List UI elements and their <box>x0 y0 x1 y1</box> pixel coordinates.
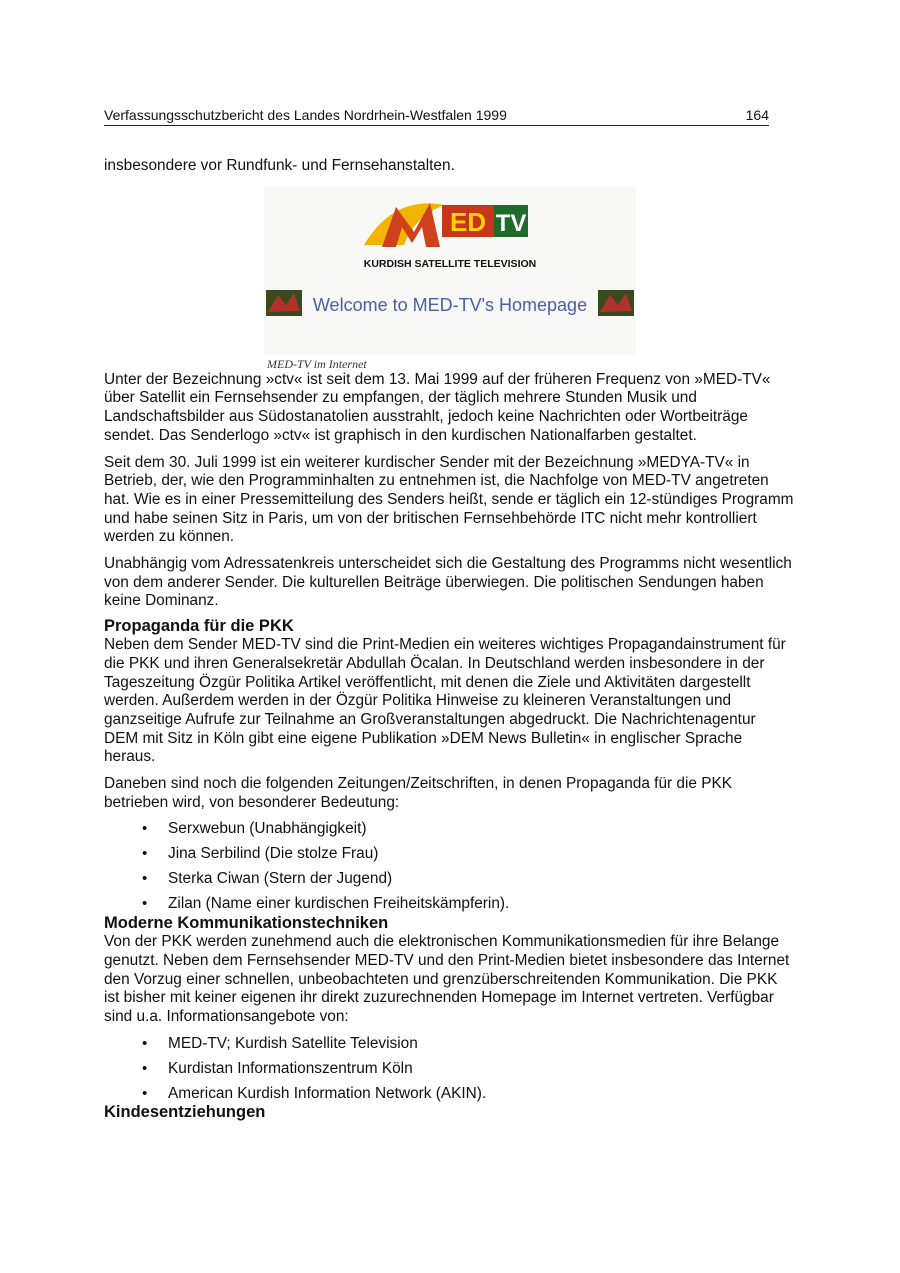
bullet-icon: • <box>142 895 148 913</box>
bullet-icon: • <box>142 1034 148 1052</box>
logo-ed-text: ED <box>449 206 487 237</box>
logo-subtitle: KURDISH SATELLITE TELEVISION <box>363 257 537 270</box>
page-number: 164 <box>745 107 769 123</box>
list-item: • MED-TV; Kurdish Satellite Television <box>142 1034 418 1052</box>
header-title: Verfassungsschutzbericht des Landes Nordrhein-Westfalen 1999 <box>104 107 507 123</box>
heading-kindesentziehungen: Kindesentziehungen <box>104 1103 266 1122</box>
med-tv-screenshot-figure <box>264 187 636 355</box>
welcome-heading: Welcome to MED-TV's Homepage <box>312 294 588 315</box>
zeitungen-list <box>104 820 794 914</box>
bullet-icon: • <box>142 845 148 863</box>
list-item: • Kurdistan Informationszentrum Köln <box>142 1059 413 1077</box>
list-item: • Sterka Ciwan (Stern der Jugend) <box>142 870 393 888</box>
paragraph-programm: Unabhängig vom Adressatenkreis unterscheidet sich die Gestaltung des Programms nicht wesentlich von dem anderer Sender. Die kulturellen Beiträge überwiegen. Die politischen Sendungen haben keine Dominanz. <box>104 555 792 610</box>
logo-tv-text: TV <box>495 209 527 237</box>
med-tv-homepage-image <box>264 187 636 355</box>
list-item: • American Kurdish Information Network (AKIN). <box>142 1084 487 1102</box>
intro-line: insbesondere vor Rundfunk- und Fernsehanstalten. <box>104 157 455 174</box>
bullet-icon: • <box>142 1059 148 1077</box>
page-header <box>104 107 769 126</box>
list-item: • Serxwebun (Unabhängigkeit) <box>142 820 367 838</box>
page-content <box>104 157 794 1122</box>
bullet-icon: • <box>142 820 148 838</box>
heading-propaganda: Propaganda für die PKK <box>104 617 294 636</box>
informationsangebote-list <box>104 1035 794 1104</box>
figure-caption: MED-TV im Internet <box>267 356 367 371</box>
bullet-icon: • <box>142 870 148 888</box>
list-item: • Jina Serbilind (Die stolze Frau) <box>142 845 379 863</box>
paragraph-ctv: Unter der Bezeichnung »ctv« ist seit dem 13. Mai 1999 auf der früheren Frequenz von »MED-TV« über Satellit ein Fernsehsender zu empfangen, der täglich mehrere Stunden Musik und Landschaftsbilder aus Südostanatolien ausstrahlt, jedoch keine Nachrichten oder Wortbeiträge sendet. Das Senderlogo »ctv« ist graphisch in den kurdischen Nationalfarben gestaltet. <box>104 370 771 444</box>
paragraph-zeitungen: Daneben sind noch die folgenden Zeitungen/Zeitschriften, in denen Propaganda für die PKK betrieben wird, von besonderer Bedeutung: <box>104 775 733 811</box>
paragraph-internet: Von der PKK werden zunehmend auch die elektronischen Kommunikationsmedien für ihre Belange genutzt. Neben dem Fernsehsender MED-TV und den Print-Medien bietet insbesondere das Internet den Vorzug einer schnellen, unbeobachteten und grenzüberschreitenden Kommunikation. Die PKK ist bisher mit keiner eigenen ihr direkt zuzurechnenden Homepage im Internet vertreten. Verfügbar sind u.a. Informationsangebote von: <box>104 933 790 1025</box>
list-item: • Zilan (Name einer kurdischen Freiheitskämpferin). <box>142 895 510 913</box>
paragraph-print-medien: Neben dem Sender MED-TV sind die Print-Medien ein weiteres wichtiges Propagandainstrument für die PKK und ihren Generalsekretär Abdullah Öcalan. In Deutschland werden insbesondere in der Tageszeitung Özgür Politika Artikel veröffentlicht, mit denen die Ziele und Aktivitäten dargestellt werden. Außerdem werden in der Özgür Politika Hinweise zu kleineren Veranstaltungen und ganzseitige Aufrufe zur Teilnahme an Großveranstaltungen abgedruckt. Die Nachrichtenagentur DEM mit Sitz in Köln gibt eine eigene Publikation »DEM News Bulletin« in englischer Sprache heraus. <box>104 636 786 766</box>
paragraph-medya-tv: Seit dem 30. Juli 1999 ist ein weiterer kurdischer Sender mit der Bezeichnung »MEDYA-TV« in Betrieb, der, wie den Programminhalten zu entnehmen ist, die Nachfolge von MED-TV angetreten hat. Wie es in einer Pressemitteilung des Senders heißt, sende er täglich ein 12-stündiges Programm und habe seinen Sitz in Paris, um von der britischen Fernsehbehörde ITC nicht mehr kontrolliert werden zu können. <box>104 453 794 546</box>
heading-kommunikation: Moderne Kommunikationstechniken <box>104 914 389 933</box>
bullet-icon: • <box>142 1084 148 1102</box>
